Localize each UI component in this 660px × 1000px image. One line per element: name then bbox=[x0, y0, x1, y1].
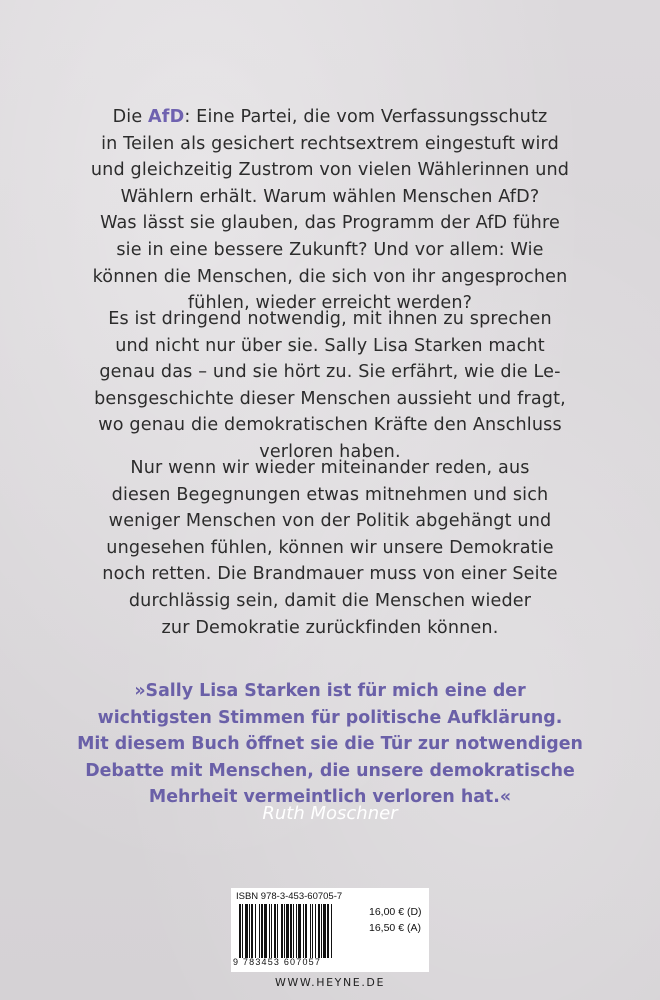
blurb-text-segment: : Eine Partei, die vom Verfassungsschutz bbox=[184, 107, 548, 127]
blurb-text-segment: sie in eine bessere Zukunft? Und vor allem: Wie bbox=[116, 239, 544, 260]
barcode-bar bbox=[327, 904, 329, 958]
blurb-text-segment: diesen Begegnungen etwas mitnehmen und sich bbox=[111, 484, 549, 505]
barcode-bar bbox=[303, 904, 304, 958]
barcode-bar bbox=[239, 904, 241, 958]
barcode-bar bbox=[259, 904, 260, 958]
blurb-text-segment: zur Demokratie zurückfinden können. bbox=[161, 617, 499, 638]
blurb-text-segment: wo genau die demokratischen Kräfte den Anschluss bbox=[98, 415, 562, 436]
price-germany: 16,00 € (D) bbox=[369, 906, 422, 918]
barcode-box bbox=[231, 888, 429, 972]
barcode-bar bbox=[312, 904, 313, 958]
barcode-bar bbox=[255, 904, 256, 958]
barcode-bar bbox=[321, 904, 322, 958]
barcode-bar bbox=[261, 904, 263, 958]
barcode-bar bbox=[271, 904, 272, 958]
blurb-text-segment: bensgeschichte dieser Menschen aussieht und fragt, bbox=[94, 388, 566, 409]
blurb-text-segment: fühlen, wieder erreicht werden? bbox=[187, 293, 473, 314]
barcode-bar bbox=[284, 904, 285, 958]
blurb-paragraph bbox=[60, 306, 600, 466]
barcode-bar bbox=[286, 904, 289, 958]
quote-line: »Sally Lisa Starken ist für mich eine der bbox=[134, 681, 526, 701]
barcode-bar bbox=[305, 904, 307, 958]
barcode-bar bbox=[264, 904, 267, 958]
barcode-bar bbox=[310, 904, 311, 958]
barcode-bar bbox=[323, 904, 326, 958]
barcode-bar bbox=[269, 904, 270, 958]
publisher-website: WWW.HEYNE.DE bbox=[274, 976, 386, 989]
blurb-text-segment: können die Menschen, die sich von ihr angesprochen bbox=[92, 266, 568, 287]
blurb-text-segment: genau das – und sie hört zu. Sie erfährt, wie die Le- bbox=[99, 362, 561, 383]
blurb-text-segment: durchlässig sein, damit die Menschen wieder bbox=[128, 590, 532, 611]
barcode-bar bbox=[298, 904, 301, 958]
quote-author: Ruth Moschner bbox=[262, 803, 398, 824]
blurb-text-segment: Was lässt sie glauben, das Programm der AfD führe bbox=[100, 213, 560, 234]
barcode-bar bbox=[281, 904, 283, 958]
barcode-bar bbox=[293, 904, 294, 958]
blurb-text-segment: ungesehen fühlen, können wir unsere Demokratie bbox=[106, 537, 554, 558]
blurb-paragraph bbox=[60, 455, 600, 641]
blurb-text-segment: Die bbox=[112, 107, 149, 127]
blurb-text-segment: weniger Menschen von der Politik abgehängt und bbox=[108, 511, 552, 532]
barcode-bar bbox=[331, 904, 332, 958]
quote-line: wichtigsten Stimmen für politische Aufklärung. bbox=[97, 707, 563, 728]
barcode-bar bbox=[251, 904, 253, 958]
blurb-paragraph bbox=[60, 104, 600, 317]
blurb-text-segment: Es ist dringend notwendig, mit ihnen zu sprechen bbox=[108, 309, 552, 329]
barcode-bar bbox=[318, 904, 320, 958]
barcode-bar bbox=[277, 904, 278, 958]
quote-line: Debatte mit Menschen, die unsere demokratische bbox=[85, 760, 575, 781]
blurb-text-segment: und gleichzeitig Zustrom von vielen Wählerinnen und bbox=[90, 160, 570, 181]
barcode-bar bbox=[242, 904, 243, 958]
barcode-bar bbox=[245, 904, 248, 958]
isbn-label: ISBN 978-3-453-60705-7 bbox=[236, 891, 343, 902]
price-austria: 16,50 € (A) bbox=[369, 922, 421, 934]
barcode-bar bbox=[249, 904, 250, 958]
quote-line: Mehrheit vermeintlich verloren hat.« bbox=[148, 787, 512, 808]
barcode-bar bbox=[315, 904, 316, 958]
barcode-bar bbox=[296, 904, 297, 958]
barcode-bars bbox=[239, 904, 357, 958]
blurb-text-segment: noch retten. Die Brandmauer muss von einer Seite bbox=[102, 564, 558, 585]
endorsement-quote bbox=[60, 678, 600, 811]
blurb-text-segment: Nur wenn wir wieder miteinander reden, aus bbox=[130, 458, 530, 478]
barcode-bar bbox=[274, 904, 276, 958]
blurb-text-segment: und nicht nur über sie. Sally Lisa Starken macht bbox=[115, 335, 545, 356]
blurb-text-segment: in Teilen als gesichert rechtsextrem eingestuft wird bbox=[101, 133, 559, 154]
blurb-text-segment: Wählern erhält. Warum wählen Menschen AfD? bbox=[120, 186, 540, 207]
barcode-digits: 9 783453 607057 bbox=[233, 957, 322, 967]
blurb-text-segment: verloren haben. bbox=[259, 441, 401, 462]
barcode-bar bbox=[290, 904, 292, 958]
highlight-afd: AfD bbox=[148, 107, 185, 127]
quote-line: Mit diesem Buch öffnet sie die Tür zur notwendigen bbox=[77, 734, 583, 755]
